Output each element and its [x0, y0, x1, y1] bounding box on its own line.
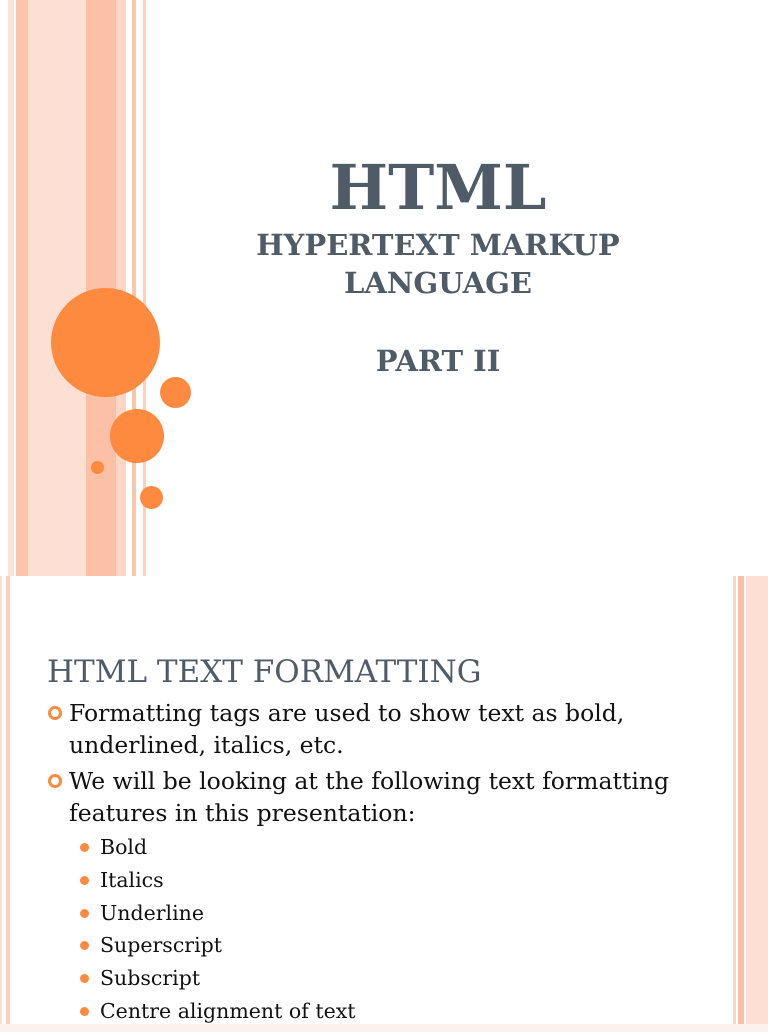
dot-bullet-icon [80, 909, 89, 918]
sub-item-label: Centre alignment of text [100, 998, 356, 1023]
dot-bullet-icon [80, 974, 89, 983]
ring-bullet-icon [48, 706, 62, 720]
sub-item-label: Bold [100, 835, 148, 859]
decorative-stripe [132, 0, 136, 576]
decorative-circle-large [51, 288, 160, 397]
decorative-stripe [116, 0, 126, 576]
decorative-stripe [738, 576, 744, 1024]
sub-item-label: Underline [100, 900, 204, 925]
bullet-text-line: Formatting tags are used to show text as bold, [69, 699, 625, 727]
list-item [47, 765, 727, 1028]
title-block [160, 150, 716, 380]
sub-item-label: Italics [100, 867, 164, 892]
sub-bullet-list [69, 831, 727, 1028]
dot-bullet-icon [80, 1007, 89, 1016]
list-item [47, 697, 727, 761]
bullet-text-line: underlined, italics, etc. [69, 731, 344, 759]
slide-title: HTML [329, 151, 547, 224]
sub-list-item [69, 864, 727, 897]
sub-list-item [69, 831, 727, 864]
decorative-stripe [733, 576, 736, 1024]
dot-bullet-icon [80, 941, 89, 950]
bullet-text-line: features in this presentation: [69, 799, 416, 827]
slide-part-label: PART II [375, 344, 501, 378]
sub-list-item [69, 962, 727, 995]
decorative-stripe [28, 0, 86, 576]
decorative-circle [91, 461, 104, 474]
decorative-circle [140, 486, 163, 509]
decorative-stripe [16, 0, 28, 576]
bullet-list [47, 697, 727, 1032]
decorative-stripe [0, 576, 2, 1024]
content-slide-title: HTML TEXT FORMATTING [47, 654, 482, 690]
sub-list-item [69, 995, 727, 1028]
slide-subtitle-line2: LANGUAGE [344, 266, 532, 300]
dot-bullet-icon [80, 876, 89, 885]
sub-item-label: Subscript [100, 966, 201, 991]
dot-bullet-icon [80, 843, 89, 852]
slide-subtitle-line1: HYPERTEXT MARKUP [256, 228, 620, 262]
sub-item-label: Superscript [100, 933, 223, 958]
decorative-circle [160, 377, 191, 408]
decorative-stripe [746, 576, 768, 1024]
decorative-circle [110, 409, 164, 463]
decorative-stripe [6, 576, 10, 1024]
decorative-stripe [8, 0, 14, 576]
ring-bullet-icon [48, 774, 62, 788]
sub-list-item [69, 929, 727, 962]
sub-list-item [69, 897, 727, 930]
bullet-text-line: We will be looking at the following text formatting [69, 767, 670, 795]
